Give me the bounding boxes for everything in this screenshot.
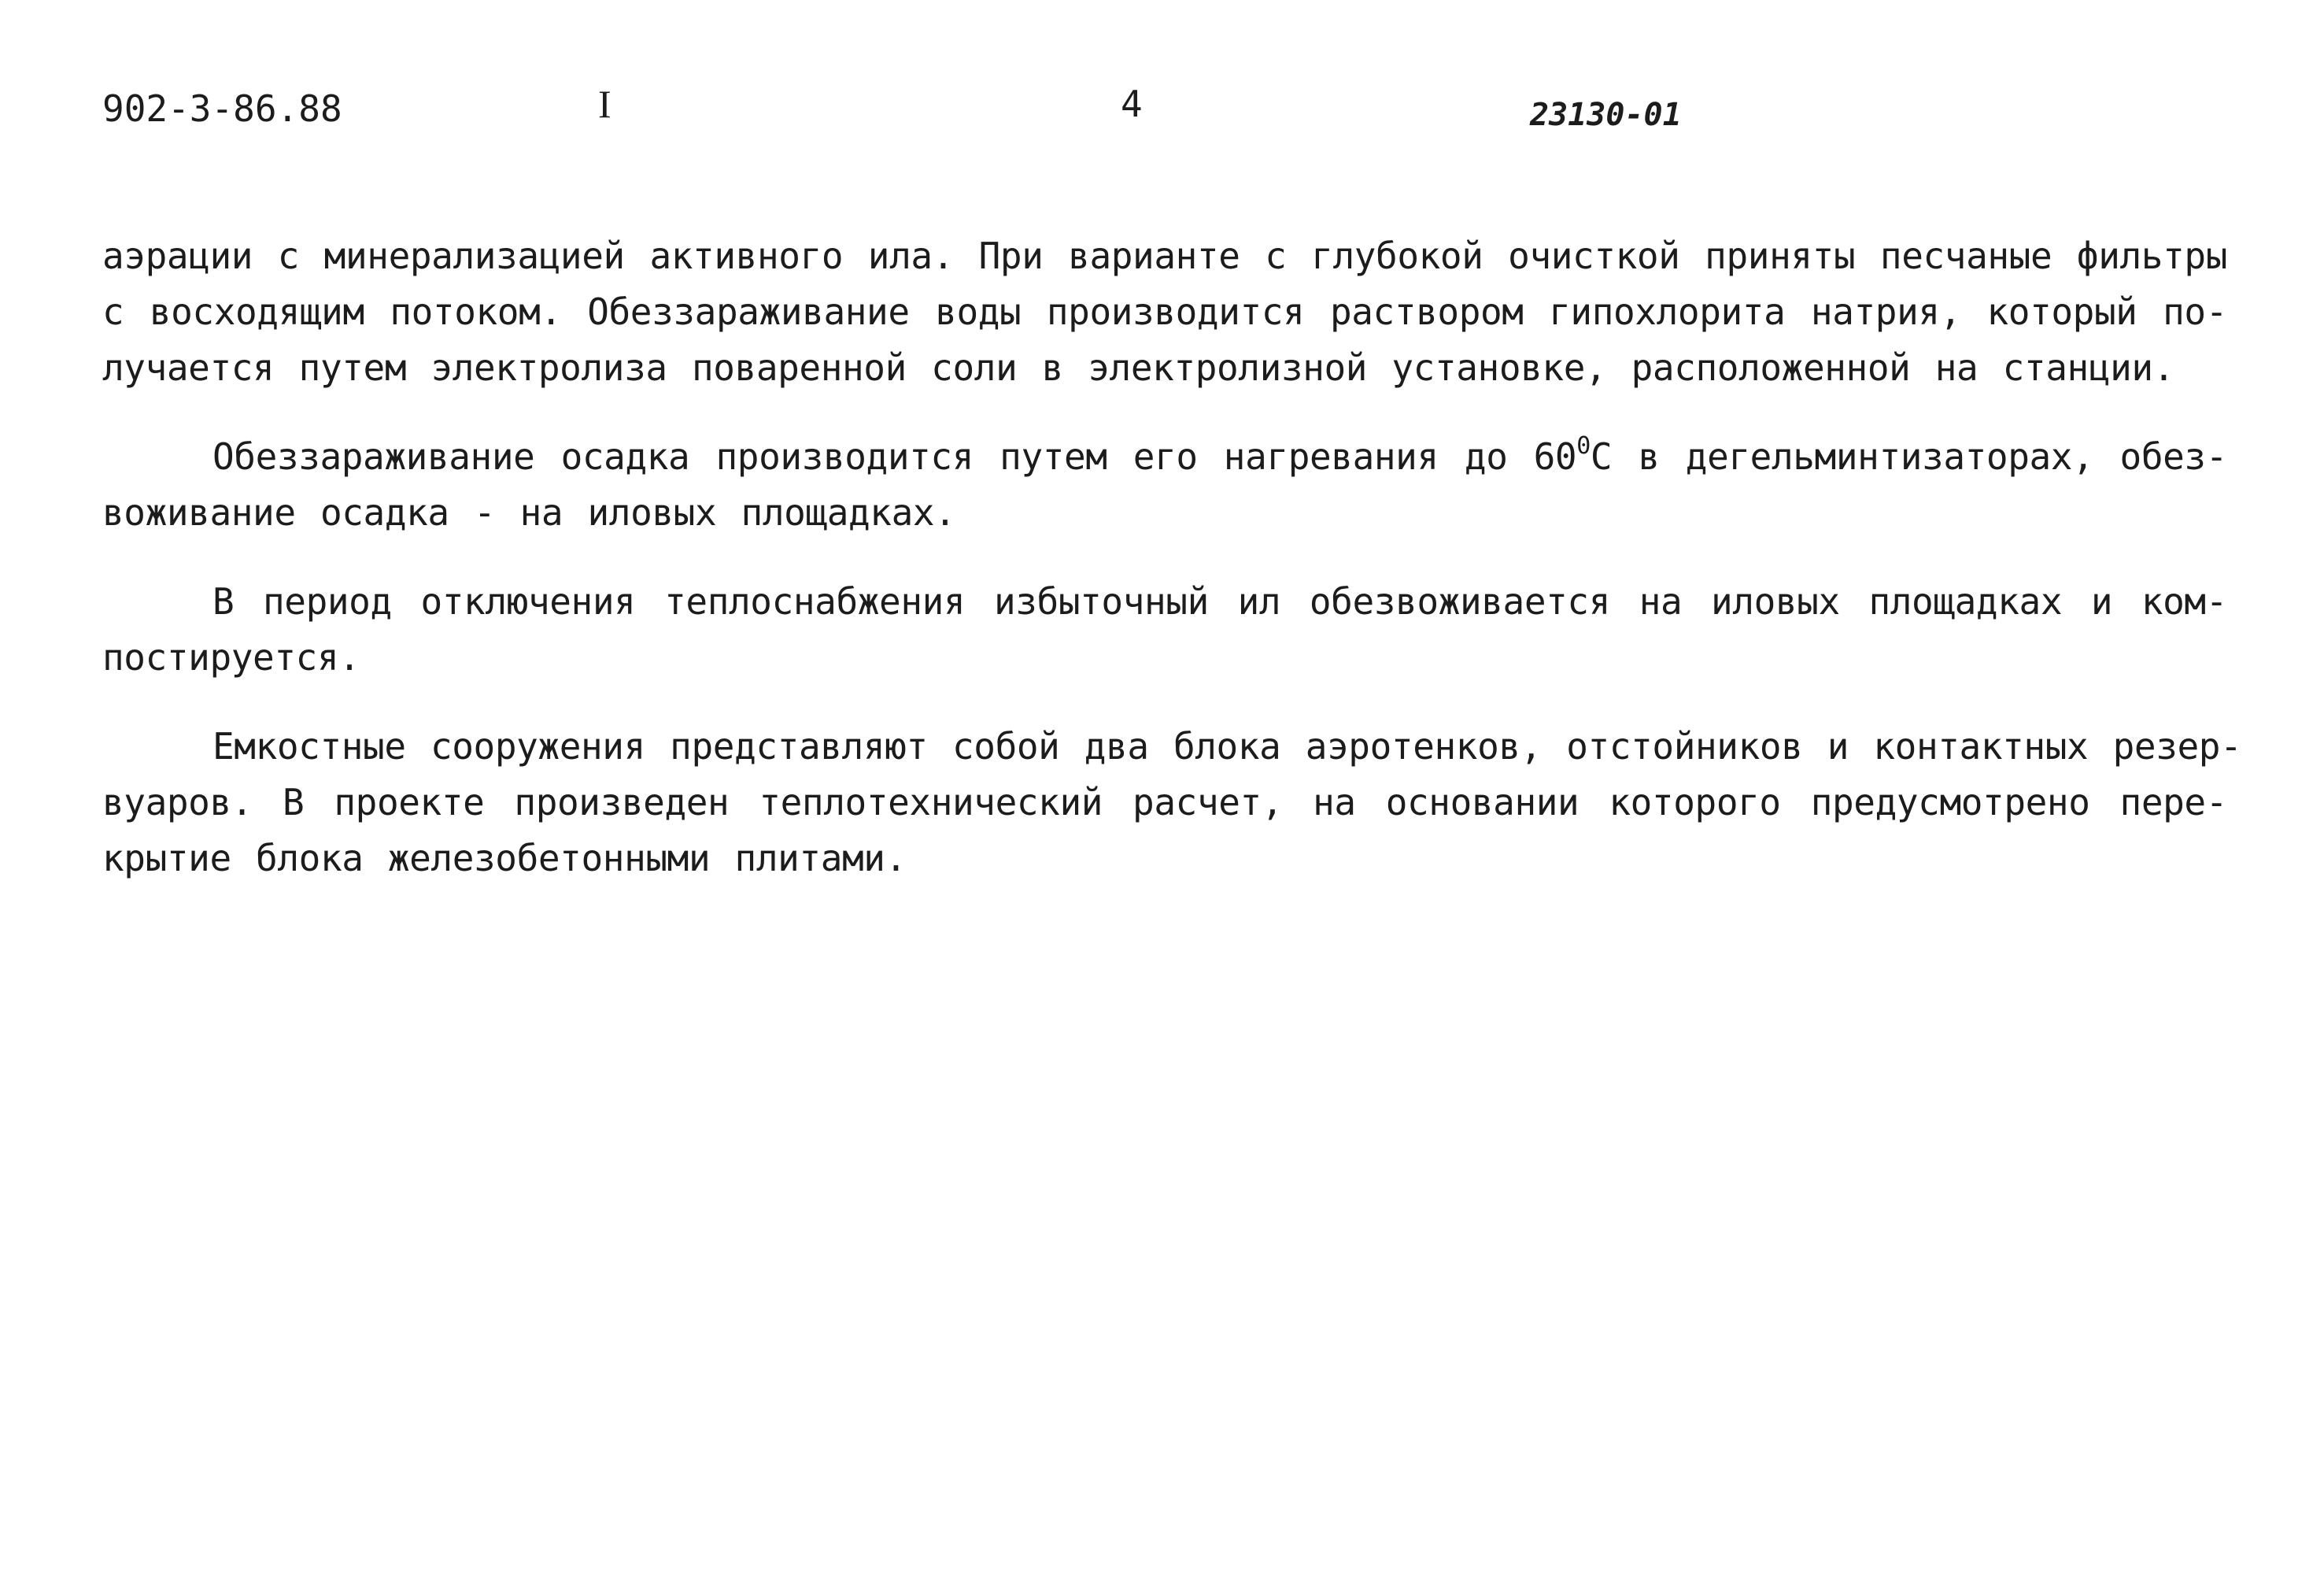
- document-body: [102, 228, 2242, 920]
- text-line: вуаров. В проекте произведен теплотехнический расчет, на основании которого предусмотрено пере-: [102, 781, 2227, 823]
- text-line: лучается путем электролиза поваренной соли в электролизной установке, расположенной на станции.: [102, 346, 2174, 389]
- paragraph-treatment: [102, 228, 2227, 396]
- text-line: крытие блока железобетонными плитами.: [102, 837, 907, 879]
- document-code: 902-3-86.88: [102, 87, 342, 130]
- page-number: 4: [1121, 83, 1143, 125]
- text-line: [102, 429, 2227, 485]
- part-number: I: [598, 82, 611, 126]
- text-line: постируется.: [102, 636, 360, 679]
- page-header: [0, 82, 2324, 148]
- text-segment: Обеззараживание осадка производится путем его нагревания до 60: [212, 435, 1577, 478]
- paragraph-sludge-disinfection: [102, 429, 2227, 541]
- degree-superscript: 0: [1576, 431, 1591, 460]
- text-line: аэрации с минерализацией активного ила. При варианте с глубокой очисткой приняты песчаные фильтры: [102, 235, 2227, 277]
- text-line: Емкостные сооружения представляют собой два блока аэротенков, отстойников и контактных резер-: [212, 725, 2242, 768]
- text-line: с восходящим потоком. Обеззараживание воды производится раствором гипохлорита натрия, который по-: [102, 290, 2227, 333]
- paragraph-heating-outage: [102, 574, 2227, 686]
- text-segment: С в дегельминтизаторах, обез-: [1590, 435, 2228, 478]
- text-line: В период отключения теплоснабжения избыточный ил обезвоживается на иловых площадках и ком-: [212, 580, 2227, 623]
- paragraph-tank-structures: [102, 719, 2242, 886]
- text-line: воживание осадка - на иловых площадках.: [102, 491, 956, 534]
- inventory-number: 23130-01: [1530, 97, 1682, 133]
